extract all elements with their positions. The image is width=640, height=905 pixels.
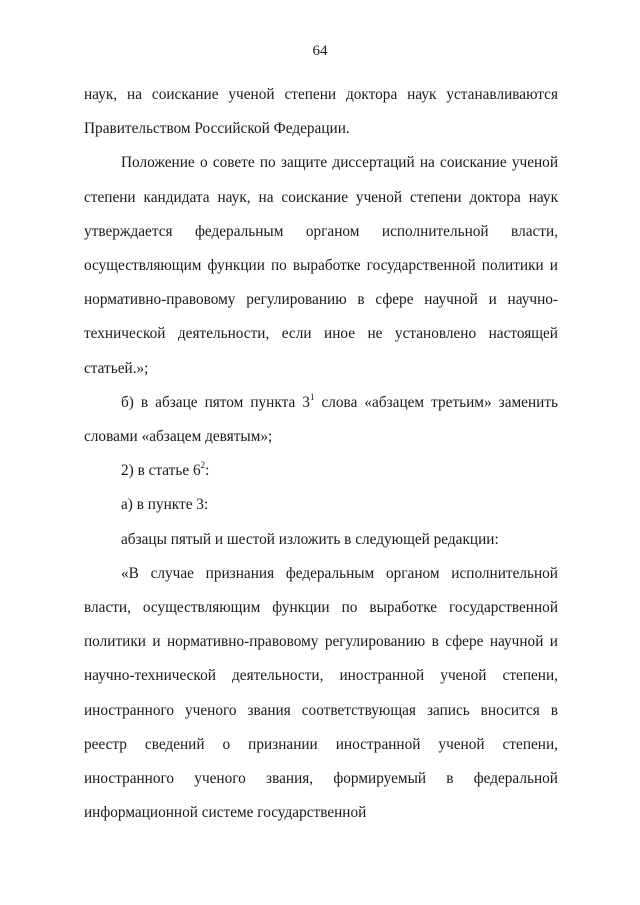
paragraph-point-a: а) в пункте 3: <box>121 496 209 514</box>
article-reference-superscript: 2 <box>200 460 206 471</box>
article-reference-colon: : <box>205 462 210 480</box>
document-body <box>84 78 558 830</box>
article-reference-text: 2) в статье 6 <box>121 462 201 480</box>
amendment-b-text-end: слова «абзацем третьим» заменить словами «абзацем девятым»; <box>84 393 558 446</box>
paragraph-new-wording: абзацы пятый и шестой изложить в следующей редакции: <box>121 530 499 548</box>
paragraph-article-reference <box>84 454 558 488</box>
paragraph-dissertation-council: Положение о совете по защите диссертаций на соискание ученой степени кандидата наук, на соискание ученой степени доктора наук утверждается федеральным органом исполнительной власти, осуществляющим функции по выработке государственной политики и нормативно-правовому регулированию в сфере научной и научно-технической деятельности, если иное не установлено настоящей статьей.»; <box>84 154 558 377</box>
amendment-b-superscript: 1 <box>309 391 315 402</box>
amendment-b-text-start: б) в абзаце пятом пункта 3 <box>121 393 310 411</box>
paragraph-foreign-degree-recognition: «В случае признания федеральным органом исполнительной власти, осуществляющим функции по выработке государственной политики и нормативно-правовому регулированию в сфере научной и научно-технической деятельности, иностранной ученой степени, иностранного ученого звания соответствующая запись вносится в реестр сведений о признании иностранной ученой степени, иностранного ученого звания, формируемый в федеральной информационной системе государственной <box>84 564 558 822</box>
page-number: 64 <box>312 43 328 59</box>
paragraph-continuation: наук, на соискание ученой степени доктора наук устанавливаются Правительством Российской Федерации. <box>84 86 558 138</box>
paragraph-amendment-b <box>84 386 558 454</box>
